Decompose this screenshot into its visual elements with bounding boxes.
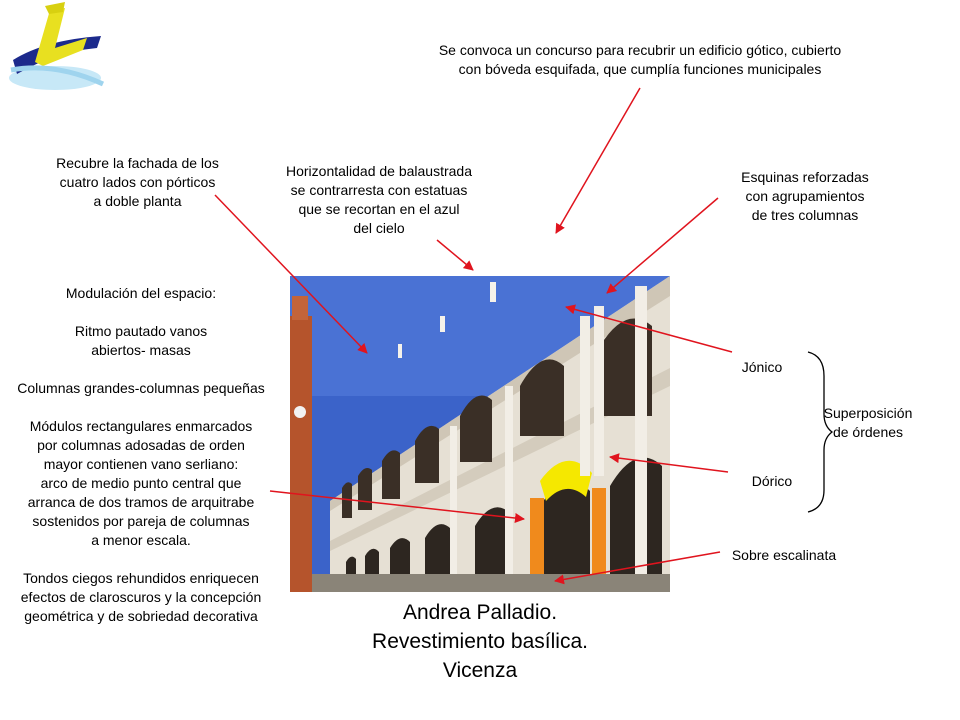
label-jonico: Jónico — [741, 359, 783, 375]
label-dorico: Dórico — [751, 473, 793, 489]
arrow-horizontalidad — [437, 240, 473, 270]
annotation-concurso: Se convoca un concurso para recubrir un edificio gótico, cubierto con bóveda esquifada, que cumplía funciones municipales — [438, 42, 842, 77]
arrow-concurso — [556, 88, 640, 233]
annotation-horizontalidad: Horizontalidad de balaustrada se contrarresta con estatuas que se recortan en el azul del cielo — [285, 163, 472, 236]
label-superposicion: Superposición de órdenes — [823, 405, 913, 440]
figure-caption: Andrea Palladio. Revestimiento basílica. Vicenza — [372, 601, 588, 682]
annotation-fachada: Recubre la fachada de los cuatro lados con pórticos a doble planta — [56, 155, 219, 209]
annotation-modulacion: Modulación del espacio: Ritmo pautado vanos abiertos- masas Columnas grandes-columnas pequeñas Módulos rectangulares enmarcados por columnas adosadas de orden mayor contienen vano serliano: arco de medio punto central que arranca de dos tramos de arquitrabe sostenidos por pareja de columnas a menor escala. Tondos ciegos rehundidos enriquecen efectos de claroscuros y la concepción geométrica y de sobriedad decorativa — [17, 285, 265, 624]
annotation-esquinas: Esquinas reforzadas con agrupamientos de tres columnas — [741, 169, 869, 223]
basilica-photo — [290, 276, 670, 592]
label-escalinata: Sobre escalinata — [731, 547, 837, 563]
logo-icon — [5, 0, 105, 100]
